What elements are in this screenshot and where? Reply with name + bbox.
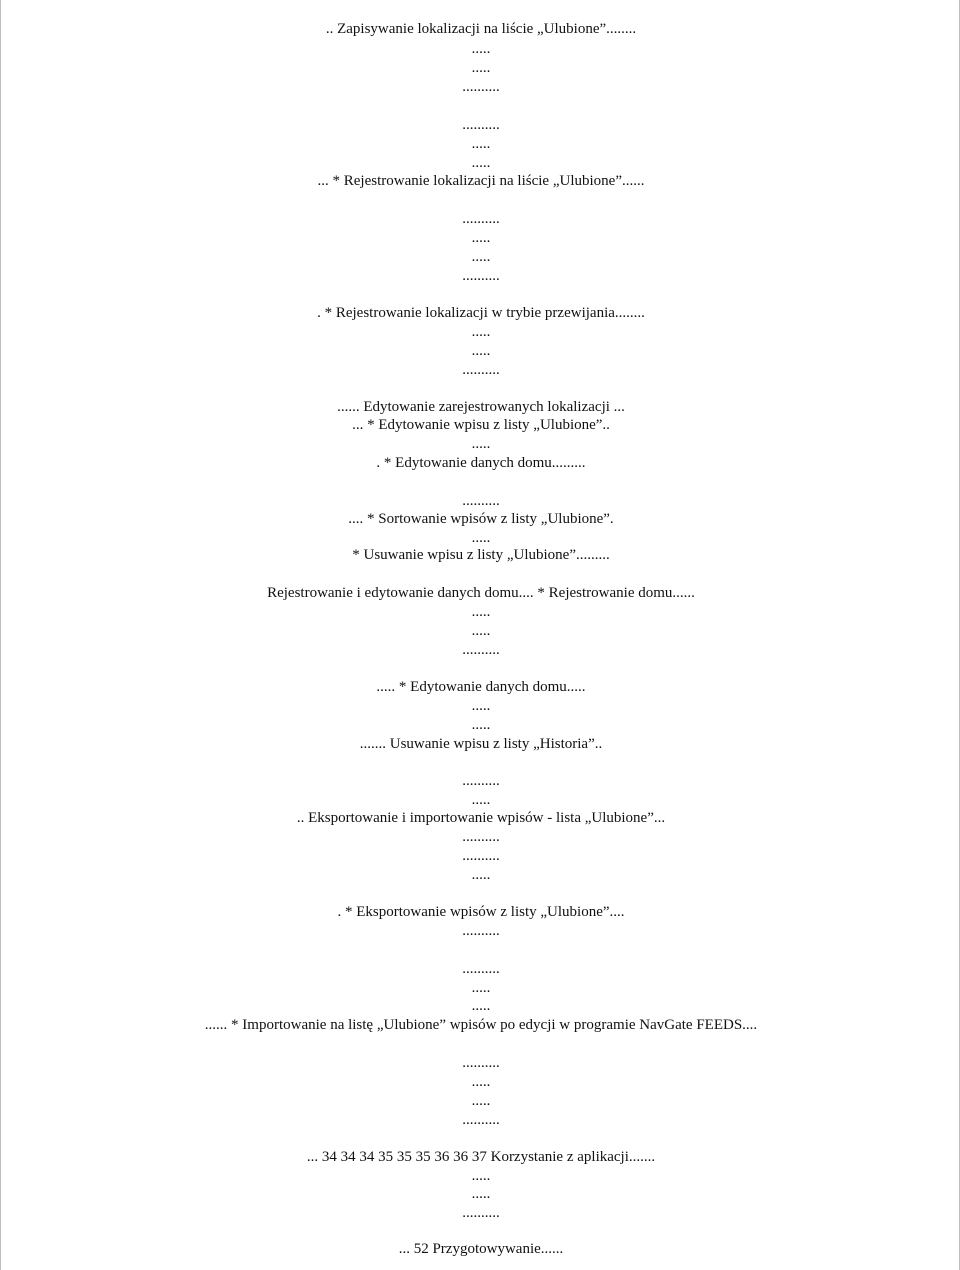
toc-leader-dots: ..... bbox=[471, 998, 491, 1014]
toc-leader-dots: ..... bbox=[471, 698, 491, 714]
toc-leader-dots: .......... bbox=[462, 642, 500, 658]
toc-leader-dots: .......... bbox=[462, 848, 500, 864]
toc-leader-dots: ..... bbox=[471, 60, 491, 76]
table-of-contents bbox=[1, 0, 960, 1270]
toc-leader-dots: .......... bbox=[462, 117, 500, 133]
toc-entry[interactable]: .. Zapisywanie lokalizacji na liście „Ulubione”........ bbox=[325, 21, 637, 37]
toc-leader-dots: ..... bbox=[471, 1093, 491, 1109]
toc-leader-dots: ..... bbox=[471, 980, 491, 996]
toc-leader-dots: .......... bbox=[462, 773, 500, 789]
toc-leader-dots: .......... bbox=[462, 1205, 500, 1221]
toc-leader-dots: ..... bbox=[471, 867, 491, 883]
toc-leader-dots: ..... bbox=[471, 530, 491, 546]
toc-leader-dots: .......... bbox=[462, 1112, 500, 1128]
toc-leader-dots: ..... bbox=[471, 1074, 491, 1090]
toc-leader-dots: ..... bbox=[471, 230, 491, 246]
toc-leader-dots: .......... bbox=[462, 211, 500, 227]
toc-leader-dots: .......... bbox=[462, 829, 500, 845]
toc-entry[interactable]: . * Rejestrowanie lokalizacji w trybie przewijania........ bbox=[317, 305, 645, 321]
toc-leader-dots: ..... bbox=[471, 136, 491, 152]
toc-entry[interactable]: ...... Edytowanie zarejestrowanych lokalizacji ... bbox=[337, 399, 625, 415]
toc-leader-dots: .......... bbox=[462, 493, 500, 509]
toc-leader-dots: .......... bbox=[462, 79, 500, 95]
toc-leader-dots: .......... bbox=[462, 268, 500, 284]
toc-entry[interactable]: . * Eksportowanie wpisów z listy „Ulubione”.... bbox=[337, 904, 625, 920]
toc-leader-dots: ..... bbox=[471, 324, 491, 340]
toc-leader-dots: ..... bbox=[471, 604, 491, 620]
toc-leader-dots: ..... bbox=[471, 41, 491, 57]
toc-entry[interactable]: ....... Usuwanie wpisu z listy „Historia”.. bbox=[359, 736, 603, 752]
toc-leader-dots: ..... bbox=[471, 717, 491, 733]
toc-leader-dots: .......... bbox=[462, 362, 500, 378]
toc-leader-dots: ..... bbox=[471, 249, 491, 265]
toc-entry[interactable]: ... 34 34 34 35 35 35 36 36 37 Korzystanie z aplikacji....... bbox=[306, 1149, 656, 1165]
toc-entry[interactable]: ...... * Importowanie na listę „Ulubione” wpisów po edycji w programie NavGate FEEDS.... bbox=[204, 1017, 758, 1033]
toc-entry[interactable]: ... 52 Przygotowywanie...... bbox=[398, 1241, 564, 1257]
toc-entry[interactable]: . * Edytowanie danych domu......... bbox=[376, 455, 586, 471]
toc-leader-dots: ..... bbox=[471, 343, 491, 359]
toc-entry[interactable]: Rejestrowanie i edytowanie danych domu.... * Rejestrowanie domu...... bbox=[267, 585, 695, 601]
toc-leader-dots: ..... bbox=[471, 1168, 491, 1184]
toc-leader-dots: .......... bbox=[462, 961, 500, 977]
toc-leader-dots: ..... bbox=[471, 155, 491, 171]
toc-leader-dots: .......... bbox=[462, 1055, 500, 1071]
toc-leader-dots: ..... bbox=[471, 623, 491, 639]
toc-leader-dots: ..... bbox=[471, 792, 491, 808]
toc-entry[interactable]: ... * Rejestrowanie lokalizacji na liście „Ulubione”...... bbox=[317, 173, 645, 189]
toc-leader-dots: ..... bbox=[471, 436, 491, 452]
toc-entry[interactable]: .... * Sortowanie wpisów z listy „Ulubione”. bbox=[348, 511, 614, 527]
toc-leader-dots: ..... bbox=[471, 1186, 491, 1202]
toc-leader-dots: .......... bbox=[462, 923, 500, 939]
toc-entry[interactable]: ..... * Edytowanie danych domu..... bbox=[376, 679, 586, 695]
toc-entry[interactable]: * Usuwanie wpisu z listy „Ulubione”......... bbox=[352, 547, 610, 563]
toc-entry[interactable]: ... * Edytowanie wpisu z listy „Ulubione”.. bbox=[352, 417, 610, 433]
toc-entry[interactable]: .. Eksportowanie i importowanie wpisów - lista „Ulubione”... bbox=[296, 810, 666, 826]
